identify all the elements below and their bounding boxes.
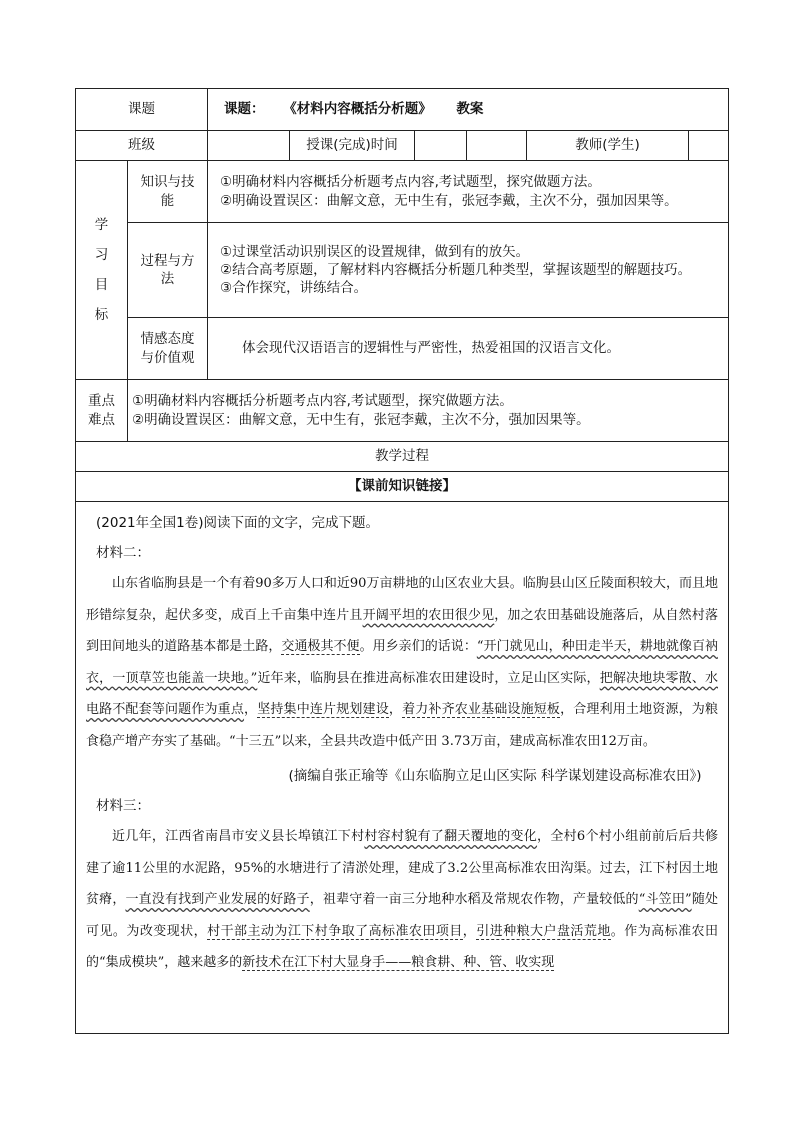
m3-text-e: ， [462,923,477,939]
knowledge-item-1: ①明确材料内容概括分析题考点内容,考试题型，探究做题方法。 [220,174,601,191]
m3-underline-4: 村干部主动为江下村争取了高标准农田项目 [207,923,463,939]
process-item-1: ①过课堂活动识别误区的设置规律，做到有的放矢。 [220,243,530,260]
key-points-label-line-1: 重点 [88,393,115,410]
class-value [208,131,290,161]
emotion-label-line-1: 情感态度 [140,331,195,348]
process-label-line-2: 法 [160,271,175,287]
key-point-1: ①明确材料内容概括分析题考点内容,考试题型，探究做题方法。 [132,393,513,410]
m3-underline-5: 引进种粮大户盘活荒地 [476,923,611,939]
class-label: 班级 [76,131,208,161]
m2-text-b: ，加之农田基础设施落后，从自然村落到田间地头的道路基本都是土路， [86,607,718,654]
key-points-label-line-2: 难点 [88,411,115,428]
process-label [128,223,208,318]
material3-paragraph [86,821,718,979]
process-label-line-1: 过程与方 [140,252,195,269]
m3-underline-2: 一直没有找到产业发展的好路子 [125,892,310,907]
knowledge-label-line-2: 能 [160,192,175,209]
objectives-char-1: 学 [94,217,109,233]
body-row [76,502,729,1034]
intro-text: (2021年全国1卷)阅读下面的文字，完成下题。 [96,515,379,531]
process-title-row [76,442,729,472]
topic-title: 《材料内容概括分析题》 [283,101,432,118]
process-item-3: ③合作探究，讲练结合。 [220,280,368,297]
knowledge-label [128,161,208,223]
process-item-2: ②结合高考原题，了解材料内容概括分析题几种类型，掌握该题型的解题技巧。 [220,261,692,278]
objectives-char-2: 习 [94,247,109,263]
material3-heading: 材料三： [96,798,150,814]
body-content [76,502,729,1034]
class-row [76,131,729,161]
m3-text-f: 。作为高标准农田的“集成模块”，越来越多的 [86,923,718,970]
m2-text-e: ， [244,702,258,717]
teacher-label: 教师(学生) [527,131,689,161]
m3-underline-1: 村容村貌有了翻天覆地的变化 [364,829,538,844]
m2-underline-4: 把解决地块零散、水电路不配套等问题作为重点 [86,670,718,717]
objectives-label [76,161,128,380]
knowledge-row [76,161,729,223]
knowledge-item-2: ②明确设置误区：曲解文意，无中生有，张冠李戴，主次不分，强加因果等。 [220,192,678,209]
objectives-char-4: 标 [94,307,109,323]
process-content [208,223,729,318]
time-value [415,131,467,161]
m3-text-a: 近几年，江西省南昌市安义县长埠镇江下村 [112,829,365,844]
topic-value [208,89,729,131]
m2-underline-5: 坚持集中连片规划建设 [257,702,389,717]
topic-prefix: 课题： [224,101,265,118]
m2-underline-3: “开门就见山，种田走半天，耕地就像百衲衣，一顶草笠也能盖一块地。” [86,639,718,686]
m2-text-a: 山东省临朐县是一个有着90多万人口和近90万亩耕地的山区农业大县。临朐县山区丘陵面积较大，而且地形错综复杂，起伏多变，成百上千亩集中连片且 [86,576,719,623]
key-point-2: ②明确设置误区：曲解文意，无中生有，张冠李戴，主次不分，强加因果等。 [132,411,590,428]
m2-text-g: ，合理利用土地资源，为粮食稳产增产夯实了基础。“十三五”以来，全县共改造中低产田 3.73万亩，建成高标准农田12万亩。 [86,702,718,749]
m2-underline-1: 开阔平坦的农田很少见 [362,607,495,623]
emotion-content: 体会现代汉语语言的逻辑性与严密性，热爱祖国的汉语言文化。 [208,318,729,380]
lesson-plan-table [75,88,729,1034]
m2-text-c: 。用乡亲们的话说： [359,639,477,654]
objectives-char-3: 目 [94,277,109,293]
section-title-row [76,472,729,502]
emotion-row [76,318,729,380]
time-value-extra [467,131,527,161]
material2-paragraph [86,568,718,757]
time-label: 授课(完成)时间 [290,131,415,161]
m2-text-f: ， [388,702,403,717]
topic-suffix: 教案 [456,101,484,118]
topic-row [76,89,729,131]
m3-text-c: ，祖辈守着一亩三分地种水稻及常规农作物，产量较低的 [309,892,639,907]
topic-label: 课题 [76,89,208,131]
emotion-label [128,318,208,380]
knowledge-label-line-1: 知识与技 [140,174,195,191]
emotion-label-line-2: 与价值观 [140,349,195,366]
material2-heading: 材料二： [96,545,150,561]
process-title: 教学过程 [76,442,729,472]
section-title: 【课前知识链接】 [76,472,729,502]
process-row [76,223,729,318]
m2-underline-2: 交通极其不便 [281,639,360,654]
teacher-value [689,131,729,161]
key-points-row [76,380,729,442]
key-points-content [128,380,729,442]
material2-source: (摘编自张正瑜等《山东临朐立足山区实际 科学谋划建设高标准农田》) [288,768,702,784]
key-points-label [76,380,128,442]
m2-text-d: 近年来，临朐县在推进高标准农田建设时，立足山区实际， [257,670,600,686]
m2-underline-6: 着力补齐农业基础设施短板 [402,702,561,717]
m3-text-b: ，全村6个村小组前前后后共修建了逾11公里的水泥路，95%的水塘进行了清淤处理，建成了3.2公里高标准农田沟渠。过去，江下村因土地贫瘠， [86,829,719,907]
m3-underline-6: 新技术在江下村大显身手——粮食耕、种、管、收实现 [242,955,555,970]
m3-underline-3: “斗笠田” [638,892,692,907]
knowledge-content [208,161,729,223]
m3-text-d: 随处可见。为改变现状， [86,892,718,939]
